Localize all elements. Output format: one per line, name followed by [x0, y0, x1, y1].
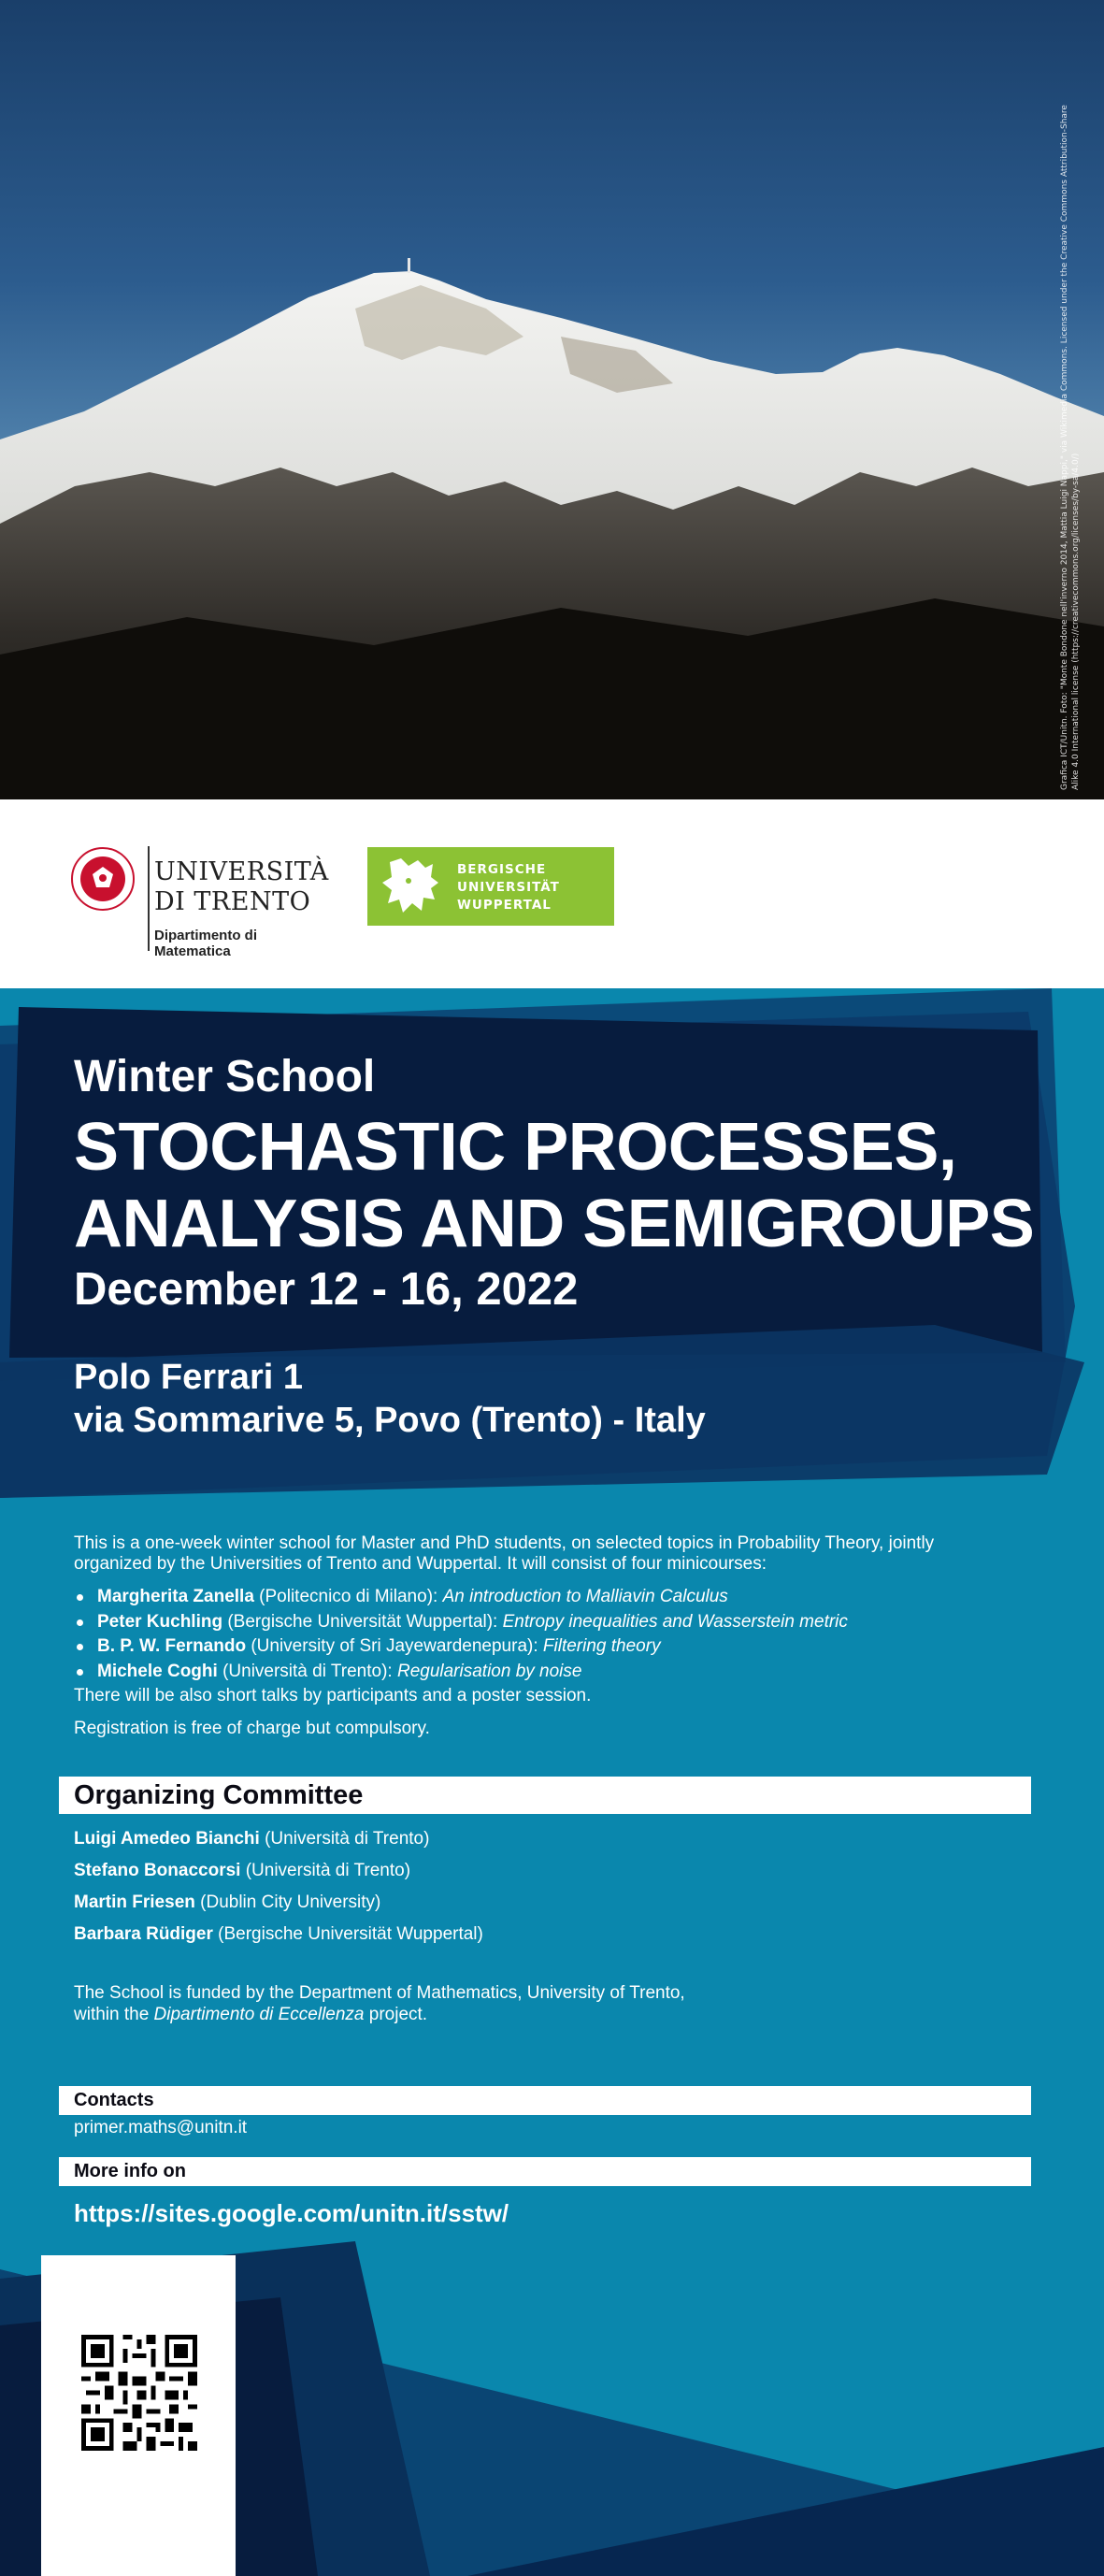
- course-title: An introduction to Malliavin Calculus: [442, 1587, 728, 1606]
- venue: [74, 1356, 706, 1442]
- speaker-name: Peter Kuchling: [97, 1611, 223, 1632]
- funding-prefix: within the: [74, 2005, 154, 2024]
- wuppertal-logo: [367, 847, 614, 926]
- committee-list: [74, 1823, 483, 1950]
- member-affiliation: (Università di Trento): [240, 1861, 411, 1880]
- school-dates: December 12 - 16, 2022: [74, 1264, 579, 1315]
- speaker-name: Margherita Zanella: [97, 1587, 254, 1606]
- short-talks-note: There will be also short talks by participants and a poster session.: [74, 1686, 592, 1705]
- committee-member: [74, 1823, 483, 1855]
- photo-credit: Grafica ICT/Unitn. Foto: "Monte Bondone nell'inverno 2014, Mattia Luigi Nappi," via Wikimedia Commons. Licensed under the Creative Commons Attribution-Share Alike 4.0 International license (https://creativecommons.org/licenses/by-sa/4.0/): [1060, 105, 1081, 790]
- committee-heading-bar: [59, 1777, 1031, 1814]
- wuppertal-line2: UNIVERSITÄT: [457, 880, 560, 895]
- more-info-heading-bar: [59, 2157, 1031, 2186]
- intro-text: [74, 1533, 1009, 1575]
- mountain-photo: [0, 0, 1104, 799]
- committee-member: [74, 1855, 483, 1887]
- unitn-seal-icon: [70, 846, 136, 912]
- school-title: [74, 1109, 1034, 1262]
- school-kicker: Winter School: [74, 1052, 376, 1101]
- minicourse-item: [74, 1634, 1046, 1660]
- unitn-name-line1: UNIVERSITÀ: [154, 857, 329, 886]
- funding-note: [74, 1982, 1009, 2025]
- committee-member: [74, 1919, 483, 1950]
- course-title: Entropy inequalities and Wasserstein metric: [502, 1611, 848, 1632]
- venue-line1: Polo Ferrari 1: [74, 1358, 303, 1397]
- website-link[interactable]: https://sites.google.com/unitn.it/sstw/: [74, 2199, 509, 2227]
- contact-email[interactable]: primer.maths@unitn.it: [74, 2118, 248, 2137]
- contacts-heading: Contacts: [74, 2090, 154, 2110]
- committee-heading: Organizing Committee: [74, 1780, 364, 1810]
- venue-line2: via Sommarive 5, Povo (Trento) - Italy: [74, 1401, 706, 1440]
- mountain-illustration: [0, 0, 1104, 799]
- qr-card: [41, 2255, 236, 2576]
- wuppertal-line3: WUPPERTAL: [457, 898, 552, 913]
- intro-line1: This is a one-week winter school for Master and PhD students, on selected topics in Probability Theory, jointly: [74, 1533, 935, 1553]
- minicourse-item: [74, 1610, 1046, 1635]
- member-affiliation: (Dublin City University): [194, 1892, 381, 1912]
- speaker-name: Michele Coghi: [97, 1661, 218, 1681]
- speaker-name: B. P. W. Fernando: [97, 1636, 247, 1656]
- course-title: Regularisation by noise: [396, 1661, 582, 1681]
- wuppertal-name: [457, 861, 560, 914]
- intro-line2: organized by the Universities of Trento and Wuppertal. It will consist of four minicourses:: [74, 1554, 767, 1574]
- minicourse-item: [74, 1585, 1046, 1610]
- speaker-affiliation: (University of Sri Jayewardenepura):: [246, 1636, 543, 1656]
- contacts-heading-bar: [59, 2086, 1031, 2115]
- member-affiliation: (Università di Trento): [259, 1829, 430, 1849]
- member-name: Martin Friesen: [74, 1892, 195, 1912]
- unitn-department: [154, 928, 257, 959]
- more-info-heading: More info on: [74, 2161, 186, 2181]
- speaker-affiliation: (Politecnico di Milano):: [253, 1587, 443, 1606]
- qr-code-icon[interactable]: [81, 2335, 197, 2451]
- logo-band: [0, 799, 1104, 988]
- member-name: Luigi Amedeo Bianchi: [74, 1829, 260, 1849]
- minicourse-item: [74, 1660, 1046, 1685]
- funding-suffix: project.: [364, 2005, 428, 2024]
- registration-note: Registration is free of charge but compulsory.: [74, 1719, 430, 1738]
- course-title: Filtering theory: [542, 1636, 661, 1656]
- unitn-name: [154, 857, 329, 917]
- unitn-logo: [70, 846, 329, 959]
- member-name: Barbara Rüdiger: [74, 1924, 213, 1944]
- speaker-affiliation: (Università di Trento):: [217, 1661, 397, 1681]
- unitn-name-line2: DI TRENTO: [154, 887, 311, 916]
- unitn-dept-line1: Dipartimento di: [154, 928, 258, 943]
- lion-icon: [380, 855, 442, 918]
- committee-member: [74, 1887, 483, 1919]
- unitn-dept-line2: Matematica: [154, 943, 231, 959]
- funding-line2: [74, 2004, 1009, 2025]
- unitn-divider: [148, 846, 150, 951]
- minicourse-list: [74, 1585, 1046, 1684]
- funding-project: Dipartimento di Eccellenza: [153, 2005, 365, 2024]
- member-name: Stefano Bonaccorsi: [74, 1861, 241, 1880]
- funding-line1: The School is funded by the Department of Mathematics, University of Trento,: [74, 1983, 685, 2003]
- wuppertal-line1: BERGISCHE: [457, 862, 547, 877]
- title-line2: ANALYSIS AND SEMIGROUPS: [74, 1187, 1035, 1261]
- member-affiliation: (Bergische Universität Wuppertal): [212, 1924, 483, 1944]
- title-line1: STOCHASTIC PROCESSES,: [74, 1110, 957, 1185]
- speaker-affiliation: (Bergische Universität Wuppertal):: [222, 1611, 503, 1632]
